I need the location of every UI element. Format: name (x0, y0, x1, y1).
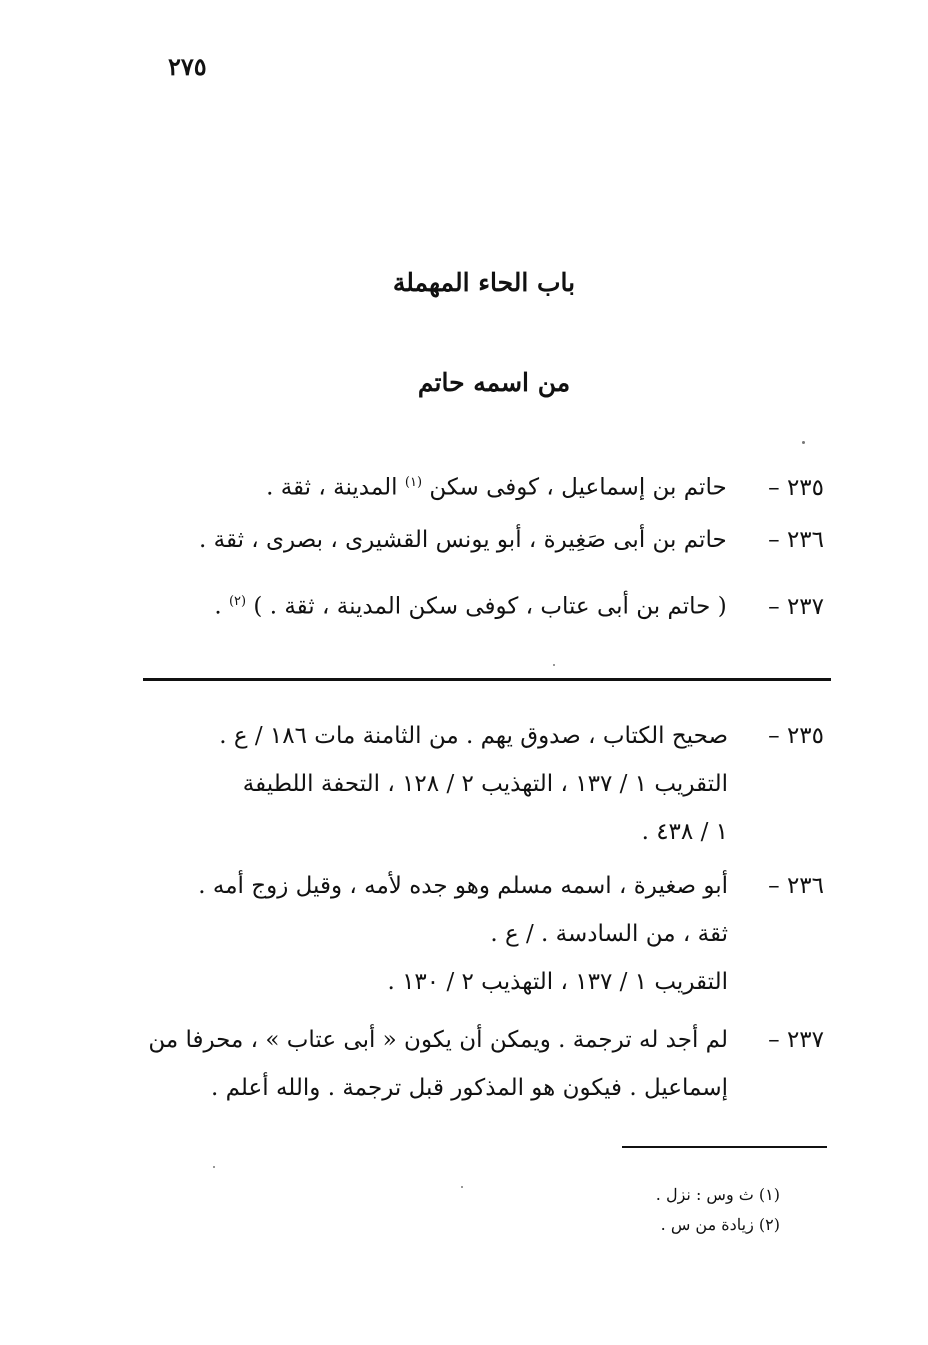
note-line: ١ / ٤٣٨ . (641, 819, 728, 845)
footnote-ref: (٢) (228, 594, 247, 609)
note-line: ثقة ، من السادسة . / ع . (490, 921, 728, 947)
entry-text: ( حاتم بن أبى عتاب ، كوفى سكن المدينة ، ثقة . ) (246, 593, 727, 620)
scan-speck (553, 664, 555, 666)
note-line: أبو صغيرة ، اسمه مسلم وهو جده لأمه ، وقيل زوج أمه . (198, 873, 728, 899)
note-line: لم أجد له ترجمة . ويمكن أن يكون « أبى عتاب » ، محرفا من (148, 1027, 728, 1053)
page-number: ٢٧٥ (168, 52, 207, 81)
entry-236 (134, 515, 824, 565)
footnote-2: (٢) زيادة من س . (660, 1215, 780, 1234)
scan-speck (213, 1166, 215, 1168)
footnote-ref: (١) (404, 475, 423, 490)
note-line: التقريب ١ / ١٣٧ ، التهذيب ٢ / ١٣٠ . (387, 969, 728, 995)
scan-speck (802, 441, 805, 444)
footnote-rule (622, 1146, 827, 1148)
note-line: التقريب ١ / ١٣٧ ، التهذيب ٢ / ١٢٨ ، التحفة اللطيفة (242, 771, 728, 797)
note-number: ٢٣٥ – (768, 723, 824, 749)
note-236 (124, 862, 824, 1006)
footnotes (480, 1180, 780, 1240)
entry-text-end: المدينة ، ثقة . (266, 474, 405, 501)
entry-text: حاتم بن إسماعيل ، كوفى سكن (422, 474, 727, 501)
entry-235 (134, 458, 824, 508)
entry-text: حاتم بن أبى صَغِيرة ، أبو يونس القشيرى ، بصرى ، ثقة . (198, 527, 727, 553)
note-number: ٢٣٧ – (768, 1027, 824, 1053)
entry-number: ٢٣٧ – (768, 593, 824, 620)
chapter-title: باب الحاء المهملة (392, 268, 576, 297)
footnote-1: (١) ث وس : نزل . (655, 1185, 780, 1204)
note-number: ٢٣٦ – (768, 873, 824, 899)
notes-divider (143, 678, 831, 681)
note-237 (124, 1016, 824, 1112)
entry-text-end: . (214, 593, 229, 620)
entry-number: ٢٣٥ – (768, 474, 824, 501)
entry-237 (134, 577, 824, 627)
note-line: صحيح الكتاب ، صدوق يهم . من الثامنة مات ١٨٦ / ع . (219, 723, 728, 749)
note-235 (124, 712, 824, 856)
note-line: إسماعيل . فيكون هو المذكور قبل ترجمة . والله أعلم . (211, 1075, 728, 1101)
entry-number: ٢٣٦ – (768, 527, 824, 553)
scan-speck (461, 1186, 463, 1188)
section-title: من اسمه حاتم (417, 368, 571, 397)
